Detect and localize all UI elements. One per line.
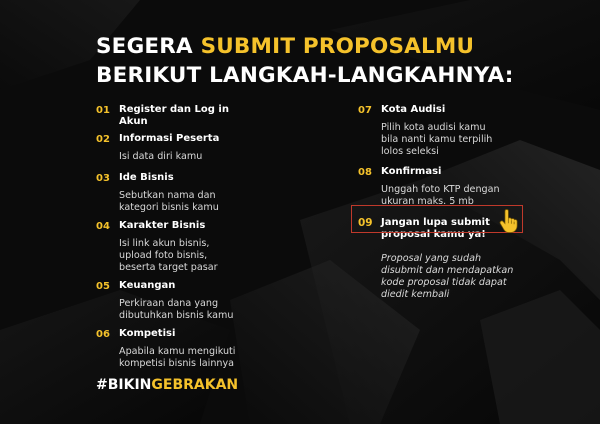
step-label: Karakter Bisnis	[119, 220, 206, 231]
step-number: 06	[96, 329, 110, 340]
step-05	[96, 280, 346, 322]
step-number: 01	[96, 105, 110, 116]
step-06	[96, 328, 346, 370]
pointing-hand-icon	[498, 209, 518, 233]
step-03	[96, 172, 346, 214]
submission-note: Proposal yang sudah disubmit dan mendapatkan kode proposal tidak dapat diedit kembali	[381, 253, 514, 300]
step-number: 02	[96, 134, 110, 145]
hashtag-highlight: GEBRAKAN	[151, 377, 239, 393]
step-label: Konfirmasi	[381, 166, 442, 177]
step-01	[96, 104, 346, 128]
steps-left-column	[96, 104, 346, 370]
step-08	[358, 166, 528, 208]
step-description: Apabila kamu mengikuti kompetisi bisnis lainnya	[119, 346, 236, 369]
step-label: Jangan lupa submit proposal kamu ya!	[381, 217, 490, 240]
step-07	[358, 104, 528, 158]
step-description: Unggah foto KTP dengan ukuran maks. 5 mb	[381, 184, 500, 207]
step-description: Pilih kota audisi kamu bila nanti kamu terpilih lolos seleksi	[381, 122, 493, 157]
step-label: Kota Audisi	[381, 104, 446, 115]
step-number: 07	[358, 105, 372, 116]
title-line-2: BERIKUT LANGKAH-LANGKAHNYA:	[96, 63, 514, 88]
step-description: Perkiraan dana yang dibutuhkan bisnis kamu	[119, 298, 234, 321]
step-label: Kompetisi	[119, 328, 176, 339]
step-02	[96, 133, 346, 163]
hashtag: #BIKINGEBRAKAN	[96, 377, 239, 393]
step-04	[96, 220, 346, 274]
step-label: Keuangan	[119, 280, 176, 291]
step-number: 05	[96, 281, 110, 292]
step-description: Isi link akun bisnis, upload foto bisnis, beserta target pasar	[119, 238, 218, 273]
step-label: Ide Bisnis	[119, 172, 174, 183]
step-label: Informasi Peserta	[119, 133, 220, 144]
title-highlight: SUBMIT PROPOSALMU	[200, 34, 475, 59]
step-number: 08	[358, 167, 372, 178]
step-label: Register dan Log in Akun	[119, 104, 229, 127]
page-title	[96, 32, 514, 90]
title-line-1: SEGERA SUBMIT PROPOSALMU	[96, 34, 475, 59]
step-number: 04	[96, 221, 110, 232]
step-description: Sebutkan nama dan kategori bisnis kamu	[119, 190, 219, 213]
step-number: 09	[358, 217, 373, 229]
step-description: Isi data diri kamu	[119, 151, 203, 162]
step-number: 03	[96, 173, 110, 184]
